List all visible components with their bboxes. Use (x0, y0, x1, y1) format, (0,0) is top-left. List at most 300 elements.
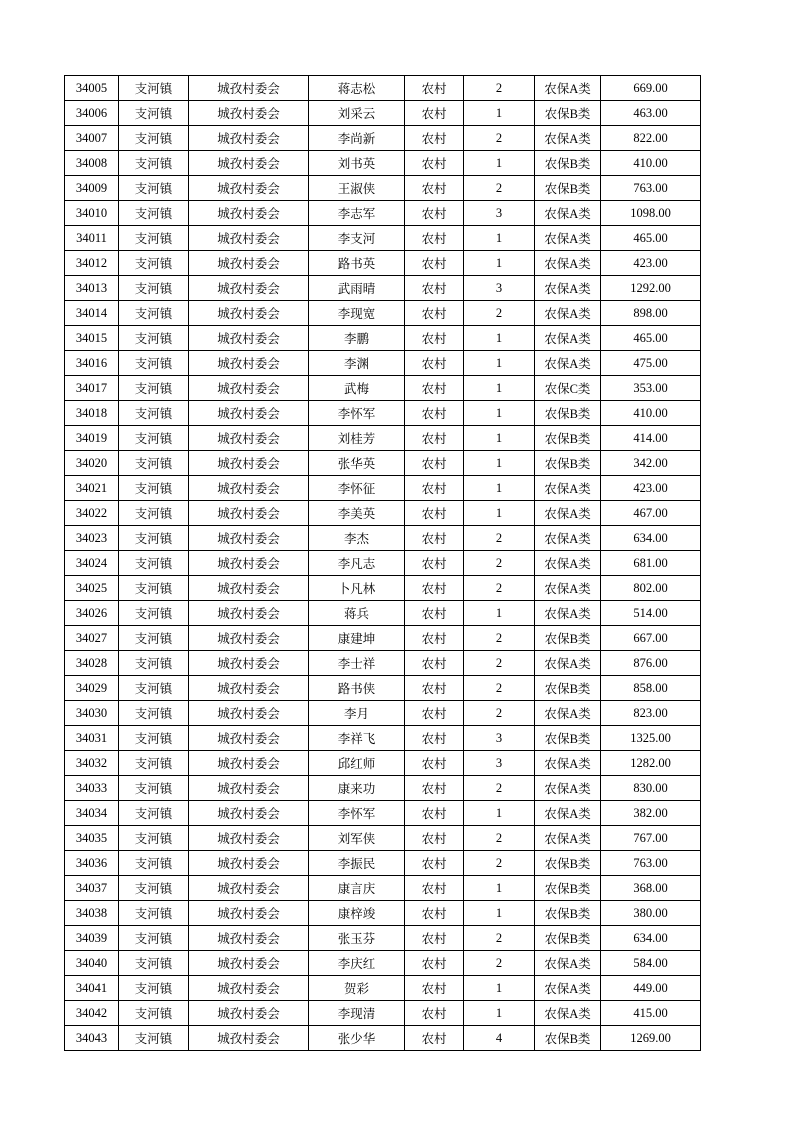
cell-village-committee: 城孜村委会 (189, 926, 309, 951)
cell-record-id: 34032 (65, 751, 119, 776)
cell-record-id: 34016 (65, 351, 119, 376)
cell-record-id: 34028 (65, 651, 119, 676)
cell-village-committee: 城孜村委会 (189, 801, 309, 826)
cell-person-name: 李渊 (309, 351, 405, 376)
cell-village-committee: 城孜村委会 (189, 726, 309, 751)
table-row (65, 601, 701, 626)
cell-record-id: 34011 (65, 226, 119, 251)
cell-amount: 414.00 (601, 426, 701, 451)
cell-person-count: 1 (464, 976, 535, 1001)
cell-insurance-category: 农保A类 (535, 526, 601, 551)
table-row (65, 701, 701, 726)
cell-person-count: 2 (464, 701, 535, 726)
cell-person-count: 1 (464, 401, 535, 426)
table-row (65, 726, 701, 751)
cell-person-count: 1 (464, 901, 535, 926)
cell-insurance-category: 农保A类 (535, 951, 601, 976)
cell-household-type: 农村 (405, 226, 464, 251)
cell-record-id: 34036 (65, 851, 119, 876)
table-row (65, 451, 701, 476)
cell-town: 支河镇 (119, 551, 189, 576)
cell-insurance-category: 农保B类 (535, 151, 601, 176)
cell-household-type: 农村 (405, 126, 464, 151)
cell-record-id: 34018 (65, 401, 119, 426)
cell-person-name: 张玉芬 (309, 926, 405, 951)
cell-person-count: 2 (464, 126, 535, 151)
cell-insurance-category: 农保A类 (535, 326, 601, 351)
cell-insurance-category: 农保A类 (535, 501, 601, 526)
cell-amount: 423.00 (601, 476, 701, 501)
cell-village-committee: 城孜村委会 (189, 851, 309, 876)
cell-record-id: 34039 (65, 926, 119, 951)
cell-village-committee: 城孜村委会 (189, 251, 309, 276)
table-row (65, 351, 701, 376)
cell-insurance-category: 农保B类 (535, 426, 601, 451)
cell-town: 支河镇 (119, 876, 189, 901)
cell-record-id: 34012 (65, 251, 119, 276)
cell-town: 支河镇 (119, 326, 189, 351)
cell-town: 支河镇 (119, 776, 189, 801)
cell-person-name: 武梅 (309, 376, 405, 401)
cell-insurance-category: 农保B类 (535, 176, 601, 201)
cell-household-type: 农村 (405, 601, 464, 626)
table-row (65, 501, 701, 526)
cell-village-committee: 城孜村委会 (189, 76, 309, 101)
cell-insurance-category: 农保C类 (535, 376, 601, 401)
cell-village-committee: 城孜村委会 (189, 476, 309, 501)
cell-village-committee: 城孜村委会 (189, 651, 309, 676)
cell-person-count: 2 (464, 301, 535, 326)
cell-household-type: 农村 (405, 626, 464, 651)
cell-insurance-category: 农保B类 (535, 676, 601, 701)
table-row (65, 76, 701, 101)
cell-person-count: 3 (464, 276, 535, 301)
cell-person-name: 刘桂芳 (309, 426, 405, 451)
cell-household-type: 农村 (405, 651, 464, 676)
cell-person-name: 张华英 (309, 451, 405, 476)
cell-record-id: 34033 (65, 776, 119, 801)
cell-person-count: 2 (464, 651, 535, 676)
cell-town: 支河镇 (119, 151, 189, 176)
cell-person-name: 李支河 (309, 226, 405, 251)
cell-insurance-category: 农保A类 (535, 201, 601, 226)
cell-town: 支河镇 (119, 951, 189, 976)
cell-record-id: 34043 (65, 1026, 119, 1051)
cell-person-name: 李怀军 (309, 801, 405, 826)
cell-person-count: 2 (464, 851, 535, 876)
cell-insurance-category: 农保A类 (535, 976, 601, 1001)
cell-village-committee: 城孜村委会 (189, 126, 309, 151)
cell-amount: 1269.00 (601, 1026, 701, 1051)
cell-person-name: 李士祥 (309, 651, 405, 676)
table-row (65, 326, 701, 351)
cell-record-id: 34007 (65, 126, 119, 151)
cell-town: 支河镇 (119, 751, 189, 776)
cell-town: 支河镇 (119, 501, 189, 526)
table-row (65, 676, 701, 701)
table-row (65, 1001, 701, 1026)
cell-insurance-category: 农保A类 (535, 476, 601, 501)
cell-person-name: 李志军 (309, 201, 405, 226)
cell-record-id: 34034 (65, 801, 119, 826)
cell-town: 支河镇 (119, 526, 189, 551)
cell-amount: 423.00 (601, 251, 701, 276)
cell-insurance-category: 农保B类 (535, 401, 601, 426)
cell-amount: 514.00 (601, 601, 701, 626)
cell-amount: 767.00 (601, 826, 701, 851)
cell-person-name: 李美英 (309, 501, 405, 526)
cell-town: 支河镇 (119, 301, 189, 326)
cell-amount: 667.00 (601, 626, 701, 651)
cell-town: 支河镇 (119, 1026, 189, 1051)
cell-insurance-category: 农保B类 (535, 926, 601, 951)
cell-person-name: 李怀军 (309, 401, 405, 426)
cell-household-type: 农村 (405, 576, 464, 601)
cell-village-committee: 城孜村委会 (189, 626, 309, 651)
cell-insurance-category: 农保B类 (535, 901, 601, 926)
cell-household-type: 农村 (405, 876, 464, 901)
cell-person-count: 2 (464, 826, 535, 851)
cell-village-committee: 城孜村委会 (189, 176, 309, 201)
cell-record-id: 34038 (65, 901, 119, 926)
cell-household-type: 农村 (405, 801, 464, 826)
table-row (65, 876, 701, 901)
cell-person-name: 路书英 (309, 251, 405, 276)
cell-village-committee: 城孜村委会 (189, 376, 309, 401)
cell-town: 支河镇 (119, 676, 189, 701)
cell-amount: 475.00 (601, 351, 701, 376)
cell-person-name: 蒋志松 (309, 76, 405, 101)
cell-person-name: 路书侠 (309, 676, 405, 701)
cell-record-id: 34022 (65, 501, 119, 526)
cell-town: 支河镇 (119, 251, 189, 276)
cell-village-committee: 城孜村委会 (189, 701, 309, 726)
cell-insurance-category: 农保A类 (535, 226, 601, 251)
cell-insurance-category: 农保B类 (535, 726, 601, 751)
table-row (65, 276, 701, 301)
cell-village-committee: 城孜村委会 (189, 301, 309, 326)
cell-person-name: 张少华 (309, 1026, 405, 1051)
cell-amount: 368.00 (601, 876, 701, 901)
table-row (65, 976, 701, 1001)
cell-village-committee: 城孜村委会 (189, 1026, 309, 1051)
cell-person-count: 2 (464, 776, 535, 801)
cell-town: 支河镇 (119, 226, 189, 251)
cell-person-count: 1 (464, 601, 535, 626)
cell-person-name: 刘采云 (309, 101, 405, 126)
cell-person-name: 卜凡林 (309, 576, 405, 601)
cell-insurance-category: 农保A类 (535, 601, 601, 626)
cell-town: 支河镇 (119, 176, 189, 201)
table-row (65, 176, 701, 201)
table-row (65, 651, 701, 676)
cell-household-type: 农村 (405, 1026, 464, 1051)
table-row (65, 901, 701, 926)
cell-person-name: 李振民 (309, 851, 405, 876)
cell-insurance-category: 农保A类 (535, 76, 601, 101)
cell-insurance-category: 农保A类 (535, 1001, 601, 1026)
cell-person-count: 2 (464, 576, 535, 601)
cell-amount: 449.00 (601, 976, 701, 1001)
cell-town: 支河镇 (119, 851, 189, 876)
cell-town: 支河镇 (119, 926, 189, 951)
cell-household-type: 农村 (405, 951, 464, 976)
cell-person-name: 李月 (309, 701, 405, 726)
cell-insurance-category: 农保A类 (535, 301, 601, 326)
cell-record-id: 34015 (65, 326, 119, 351)
cell-person-name: 康梓竣 (309, 901, 405, 926)
cell-village-committee: 城孜村委会 (189, 501, 309, 526)
pension-records-table (64, 75, 701, 1051)
cell-town: 支河镇 (119, 276, 189, 301)
cell-village-committee: 城孜村委会 (189, 601, 309, 626)
cell-insurance-category: 农保B类 (535, 451, 601, 476)
table-row (65, 1026, 701, 1051)
cell-household-type: 农村 (405, 476, 464, 501)
cell-town: 支河镇 (119, 651, 189, 676)
cell-person-name: 康建坤 (309, 626, 405, 651)
cell-person-name: 康来功 (309, 776, 405, 801)
cell-person-name: 李怀征 (309, 476, 405, 501)
cell-household-type: 农村 (405, 351, 464, 376)
cell-household-type: 农村 (405, 251, 464, 276)
cell-amount: 465.00 (601, 226, 701, 251)
cell-person-count: 4 (464, 1026, 535, 1051)
cell-person-count: 1 (464, 151, 535, 176)
cell-household-type: 农村 (405, 76, 464, 101)
cell-insurance-category: 农保A类 (535, 126, 601, 151)
cell-town: 支河镇 (119, 701, 189, 726)
cell-person-count: 1 (464, 251, 535, 276)
cell-town: 支河镇 (119, 601, 189, 626)
cell-person-count: 1 (464, 351, 535, 376)
table-row (65, 126, 701, 151)
cell-town: 支河镇 (119, 1001, 189, 1026)
cell-household-type: 农村 (405, 276, 464, 301)
cell-household-type: 农村 (405, 751, 464, 776)
cell-household-type: 农村 (405, 376, 464, 401)
cell-record-id: 34030 (65, 701, 119, 726)
cell-amount: 1292.00 (601, 276, 701, 301)
cell-record-id: 34009 (65, 176, 119, 201)
cell-person-name: 李庆红 (309, 951, 405, 976)
table-row (65, 951, 701, 976)
cell-insurance-category: 农保A类 (535, 701, 601, 726)
cell-village-committee: 城孜村委会 (189, 101, 309, 126)
cell-person-name: 康言庆 (309, 876, 405, 901)
cell-household-type: 农村 (405, 151, 464, 176)
cell-person-name: 李现宽 (309, 301, 405, 326)
cell-amount: 465.00 (601, 326, 701, 351)
cell-amount: 467.00 (601, 501, 701, 526)
cell-amount: 681.00 (601, 551, 701, 576)
cell-household-type: 农村 (405, 901, 464, 926)
cell-person-count: 3 (464, 726, 535, 751)
table-row (65, 526, 701, 551)
table-row (65, 151, 701, 176)
cell-household-type: 农村 (405, 826, 464, 851)
cell-person-count: 1 (464, 226, 535, 251)
cell-household-type: 农村 (405, 176, 464, 201)
cell-record-id: 34021 (65, 476, 119, 501)
cell-village-committee: 城孜村委会 (189, 401, 309, 426)
table-row (65, 476, 701, 501)
cell-town: 支河镇 (119, 726, 189, 751)
cell-village-committee: 城孜村委会 (189, 551, 309, 576)
cell-household-type: 农村 (405, 976, 464, 1001)
table-row (65, 401, 701, 426)
cell-insurance-category: 农保B类 (535, 851, 601, 876)
cell-record-id: 34023 (65, 526, 119, 551)
cell-household-type: 农村 (405, 776, 464, 801)
cell-insurance-category: 农保A类 (535, 351, 601, 376)
cell-village-committee: 城孜村委会 (189, 326, 309, 351)
cell-insurance-category: 农保B类 (535, 101, 601, 126)
cell-record-id: 34008 (65, 151, 119, 176)
cell-amount: 584.00 (601, 951, 701, 976)
cell-town: 支河镇 (119, 201, 189, 226)
cell-person-count: 1 (464, 801, 535, 826)
cell-village-committee: 城孜村委会 (189, 426, 309, 451)
cell-record-id: 34017 (65, 376, 119, 401)
cell-amount: 463.00 (601, 101, 701, 126)
cell-person-name: 刘书英 (309, 151, 405, 176)
cell-record-id: 34035 (65, 826, 119, 851)
cell-person-count: 2 (464, 551, 535, 576)
cell-amount: 830.00 (601, 776, 701, 801)
cell-record-id: 34031 (65, 726, 119, 751)
table-row (65, 101, 701, 126)
cell-town: 支河镇 (119, 401, 189, 426)
cell-town: 支河镇 (119, 576, 189, 601)
cell-record-id: 34041 (65, 976, 119, 1001)
cell-town: 支河镇 (119, 351, 189, 376)
cell-person-count: 2 (464, 951, 535, 976)
cell-record-id: 34019 (65, 426, 119, 451)
cell-amount: 669.00 (601, 76, 701, 101)
cell-amount: 822.00 (601, 126, 701, 151)
cell-person-count: 1 (464, 101, 535, 126)
cell-town: 支河镇 (119, 901, 189, 926)
cell-village-committee: 城孜村委会 (189, 776, 309, 801)
cell-village-committee: 城孜村委会 (189, 826, 309, 851)
table-row (65, 376, 701, 401)
cell-insurance-category: 农保A类 (535, 551, 601, 576)
cell-village-committee: 城孜村委会 (189, 876, 309, 901)
cell-village-committee: 城孜村委会 (189, 576, 309, 601)
cell-household-type: 农村 (405, 726, 464, 751)
table-row (65, 626, 701, 651)
table-row (65, 226, 701, 251)
cell-person-count: 2 (464, 626, 535, 651)
cell-person-name: 李祥飞 (309, 726, 405, 751)
cell-insurance-category: 农保B类 (535, 876, 601, 901)
table-row (65, 426, 701, 451)
cell-village-committee: 城孜村委会 (189, 1001, 309, 1026)
cell-household-type: 农村 (405, 526, 464, 551)
cell-amount: 410.00 (601, 401, 701, 426)
cell-record-id: 34027 (65, 626, 119, 651)
cell-record-id: 34013 (65, 276, 119, 301)
cell-person-name: 李现清 (309, 1001, 405, 1026)
cell-record-id: 34040 (65, 951, 119, 976)
table-row (65, 576, 701, 601)
cell-town: 支河镇 (119, 376, 189, 401)
cell-town: 支河镇 (119, 76, 189, 101)
table-row (65, 851, 701, 876)
cell-record-id: 34010 (65, 201, 119, 226)
cell-person-count: 3 (464, 751, 535, 776)
cell-amount: 1098.00 (601, 201, 701, 226)
cell-household-type: 农村 (405, 676, 464, 701)
cell-household-type: 农村 (405, 1001, 464, 1026)
cell-village-committee: 城孜村委会 (189, 201, 309, 226)
cell-amount: 380.00 (601, 901, 701, 926)
table-row (65, 751, 701, 776)
cell-insurance-category: 农保B类 (535, 1026, 601, 1051)
cell-amount: 342.00 (601, 451, 701, 476)
cell-person-count: 1 (464, 1001, 535, 1026)
cell-village-committee: 城孜村委会 (189, 901, 309, 926)
cell-household-type: 农村 (405, 101, 464, 126)
cell-town: 支河镇 (119, 101, 189, 126)
table-row (65, 551, 701, 576)
cell-village-committee: 城孜村委会 (189, 276, 309, 301)
cell-town: 支河镇 (119, 976, 189, 1001)
cell-household-type: 农村 (405, 551, 464, 576)
cell-town: 支河镇 (119, 626, 189, 651)
table-row (65, 301, 701, 326)
cell-village-committee: 城孜村委会 (189, 976, 309, 1001)
cell-insurance-category: 农保A类 (535, 276, 601, 301)
cell-record-id: 34037 (65, 876, 119, 901)
cell-person-name: 李凡志 (309, 551, 405, 576)
cell-town: 支河镇 (119, 426, 189, 451)
table-row (65, 826, 701, 851)
cell-amount: 353.00 (601, 376, 701, 401)
cell-household-type: 农村 (405, 326, 464, 351)
cell-insurance-category: 农保A类 (535, 751, 601, 776)
cell-amount: 1282.00 (601, 751, 701, 776)
cell-insurance-category: 农保A类 (535, 651, 601, 676)
cell-village-committee: 城孜村委会 (189, 526, 309, 551)
cell-person-count: 2 (464, 526, 535, 551)
cell-household-type: 农村 (405, 501, 464, 526)
cell-household-type: 农村 (405, 851, 464, 876)
cell-town: 支河镇 (119, 826, 189, 851)
cell-person-name: 武雨晴 (309, 276, 405, 301)
cell-record-id: 34014 (65, 301, 119, 326)
cell-person-count: 1 (464, 426, 535, 451)
cell-record-id: 34020 (65, 451, 119, 476)
cell-person-count: 2 (464, 926, 535, 951)
cell-amount: 382.00 (601, 801, 701, 826)
cell-village-committee: 城孜村委会 (189, 676, 309, 701)
cell-person-count: 1 (464, 876, 535, 901)
cell-amount: 858.00 (601, 676, 701, 701)
cell-person-count: 1 (464, 376, 535, 401)
cell-town: 支河镇 (119, 801, 189, 826)
cell-amount: 898.00 (601, 301, 701, 326)
cell-person-name: 刘军侠 (309, 826, 405, 851)
cell-person-name: 王淑侠 (309, 176, 405, 201)
cell-village-committee: 城孜村委会 (189, 226, 309, 251)
table-body (65, 76, 701, 1051)
table-row (65, 251, 701, 276)
cell-amount: 1325.00 (601, 726, 701, 751)
cell-town: 支河镇 (119, 126, 189, 151)
cell-person-name: 贺彩 (309, 976, 405, 1001)
